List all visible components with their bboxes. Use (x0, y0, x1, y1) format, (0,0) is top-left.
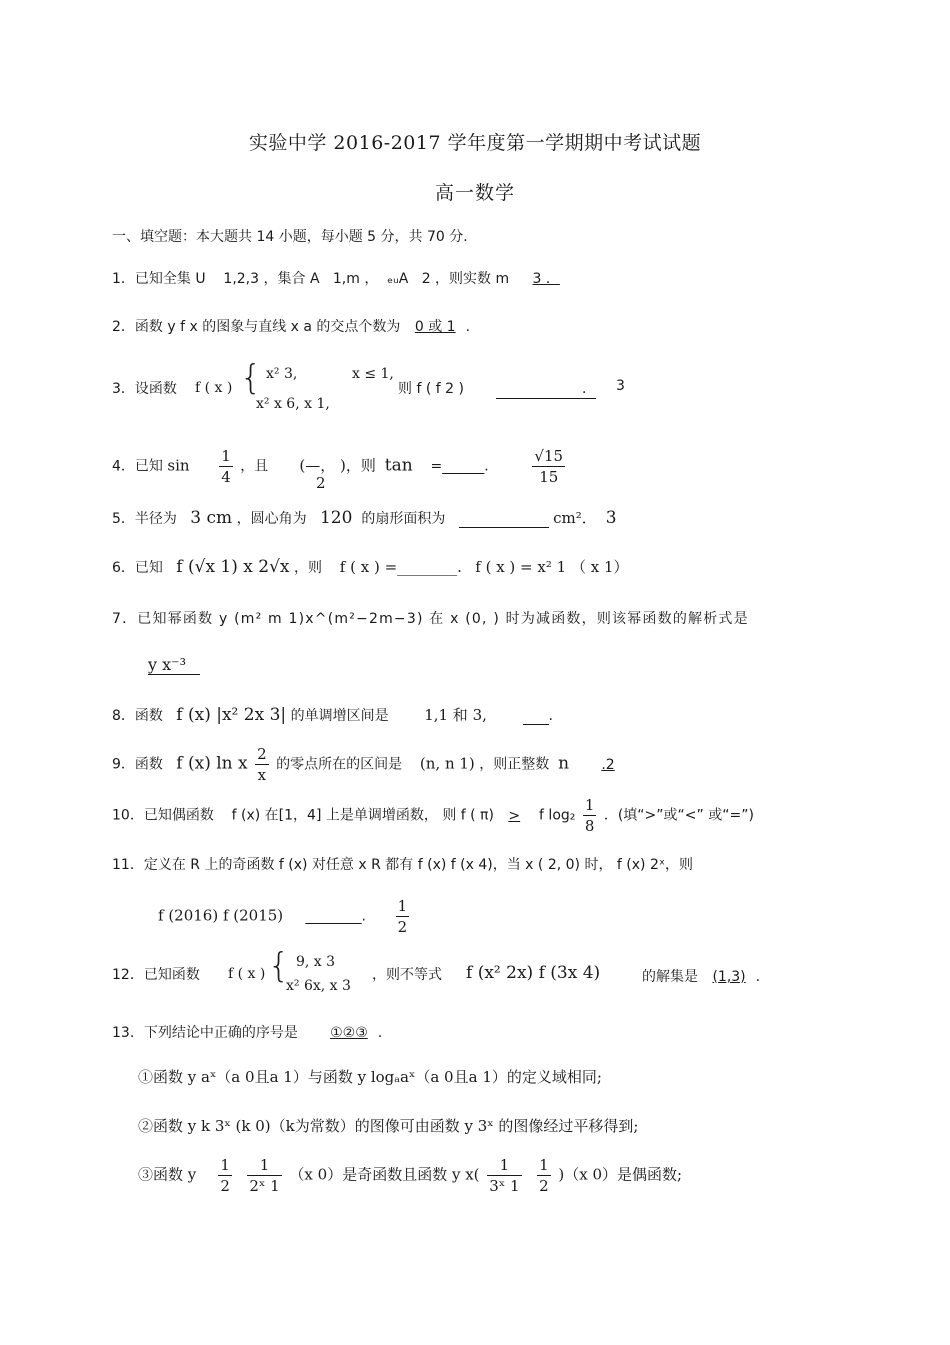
answer-6: f ( x ) = x² 1 （ x 1） (475, 558, 629, 576)
question-10: 10．已知偶函数 f (x) 在[1，4] 上是单调增函数， 则 f ( π) > f log₂ $\frac{1}{8}$ ．(填“>”或“<” 或“=”) (112, 796, 754, 835)
statement-1: ①函数 y aˣ（a 0且a 1）与函数 y logₐaˣ（a 0且a 1）的定义域相同; (138, 1068, 602, 1086)
question-8: 8．函数 f (x) |x² 2x 3| 的单调增区间是 1,1 和 3, . (112, 705, 553, 725)
answer-10: > (508, 807, 521, 824)
answer-13: ①②③ (330, 1025, 368, 1041)
question-2: 2．函数 y f x 的图象与直线 x a 的交点个数为 0 或 1 . (112, 319, 471, 335)
statement-2: ②函数 y k 3ˣ (k 0)（k为常数）的图像可由函数 y 3ˣ 的图像经过平移得到; (138, 1117, 639, 1135)
question-1: 1．已知全集 U 1,2,3 ，集合 A 1,m ， ₑᵤA 2 ，则实数 m 3 ． (112, 268, 570, 288)
question-9: 9．函数 f (x) ln x $\frac{2}{x}$ 的零点所在的区间是 (n, n 1) ，则正整数 n .2 (112, 744, 625, 785)
piecewise-brace-12: { (268, 946, 290, 986)
statement-3: ③函数 y $\frac{1}{2}$ $\frac{1}{\text{2ˣ 1}}$ （x 0）是奇函数且函数 y x( $\frac{1}{\text{3ˣ 1}}$ $\frac{1}{2}$ )（x 0）是偶函数; (138, 1156, 683, 1195)
blank-5 (459, 511, 549, 528)
answer-12: (1,3) (712, 969, 746, 985)
exam-title: 实验中学 2016-2017 学年度第一学期期中考试试题 (248, 132, 702, 154)
exam-subtitle: 高一数学 (434, 182, 515, 204)
answer-1: 3 ． (532, 271, 560, 287)
answer-3: 3 (616, 378, 625, 394)
question-7: 7．已知幂函数 y (m² m 1)x^(m²−2m−3) 在 x (0, ) 时为减函数，则该幂函数的解析式是 (112, 611, 749, 627)
answer-9: .2 (601, 756, 615, 773)
answer-11: $\frac{1}{2}$ (397, 897, 408, 936)
fraction-1-over-8: $\frac{1}{8}$ (584, 796, 595, 835)
answer-4: $\frac{√15}{15}$ (534, 447, 564, 486)
answer-5: 3 (605, 508, 617, 528)
question-4: 4．已知 sin $\frac{1}{4}$ ，且 (—， )，则 tan =______． $\frac{√15}{15}$ (112, 447, 564, 486)
answer-8: 1,1 和 3, (424, 706, 487, 724)
section-heading: 一、填空题：本大题共 14 小题，每小题 5 分，共 70 分． (112, 229, 478, 245)
fraction-2-over-x: $\frac{2}{x}$ (257, 745, 267, 784)
question-5: 5．半径为 3 cm ，圆心角为 120 的扇形面积为 cm²． 3 (112, 508, 617, 528)
question-13: 13．下列结论中正确的序号是 ①②③ . (112, 1025, 383, 1041)
piecewise-brace: { (240, 358, 262, 398)
pi-over-2-denominator: 2 (316, 474, 326, 492)
question-11-line2: f (2016) f (2015) ________. $\frac{1}{2}$ (158, 897, 408, 936)
answer-7: y x⁻³ (148, 655, 200, 675)
fraction-one-quarter: $\frac{1}{4}$ (221, 447, 231, 486)
answer-2: 0 或 1 (414, 319, 456, 335)
exam-page: 实验中学 2016-2017 学年度第一学期期中考试试题 高一数学 一、填空题：本大题共 14 小题，每小题 5 分，共 70 分． 1．已知全集 U 1,2,3 ，集合 A 1,m ， ₑᵤA 2 ，则实数 m 3 ． 2．函数 y f x 的图象与直线 x a 的交点个数为 0 或 1 . 3．设函数 f ( x ) { x² 3, x ≤ 1, x² x 6, x 1, 则 f ( f 2 ) ． 3 4．已知 sin $\frac{1}{4}$ ，且 (—， )，则 tan =______． $\frac{√15}{15}$ 2 5．半径为 3 cm ，圆心角为 120 的扇形面积为 cm²． 3 6．已知 f (√x 1) x 2√x ，则 f ( x ) =________. f ( x ) = x² 1 （ x 1） 7．已知幂函数 y (m² m 1)x^(m²−2m−3) 在 x (0, ) 时为减函数，则该幂函数的解析式是 y x⁻³ 8．函数 f (x) |x² 2x 3| 的单调增区间是 1,1 和 3, . 9．函数 f (x) ln x $\frac{2}{x}$ 的零点所在的区间是 (n, n 1) ，则正整数 n .2 10．已知偶函数 f (x) 在[1，4] 上是单调增函数， 则 f ( π) > f log₂ $\frac{1}{8}$ ．(填“>”或“<” 或“=”) 11．定义在 R 上的奇函数 f (x) 对任意 x R 都有 f (x) f (x 4)，当 x ( 2, 0) 时， f (x) 2ˣ，则 f (2016) f (2015) ________. $\frac{1}{2}$ 12．已知函数 f ( x ) { 9, x 3 x² 6x, x 3 ，则不等式 f (x² 2x) f (3x 4) 的解集是 (1,3) . 13．下列结论中正确的序号是 ①②③ . ①函数 y aˣ（a 0且a 1）与函数 y logₐaˣ（a 0且a 1）的定义域相同; ②函数 y k 3ˣ (k 0)（k为常数）的图像可由函数 y 3ˣ 的图像经过平移得到; ③函数 y $\frac{1}{2}$ $\frac{1}{\text{2ˣ 1}}$ （x 0）是奇函数且函数 y x( $\frac{1}{\text{3ˣ 1}}$ $\frac{1}{2}$ )（x 0）是偶函数; (0, 0, 950, 1345)
question-11: 11．定义在 R 上的奇函数 f (x) 对任意 x R 都有 f (x) f (x 4)，当 x ( 2, 0) 时， f (x) 2ˣ，则 (112, 857, 694, 873)
question-6: 6．已知 f (√x 1) x 2√x ，则 f ( x ) =________. f ( x ) = x² 1 （ x 1） (112, 557, 629, 577)
